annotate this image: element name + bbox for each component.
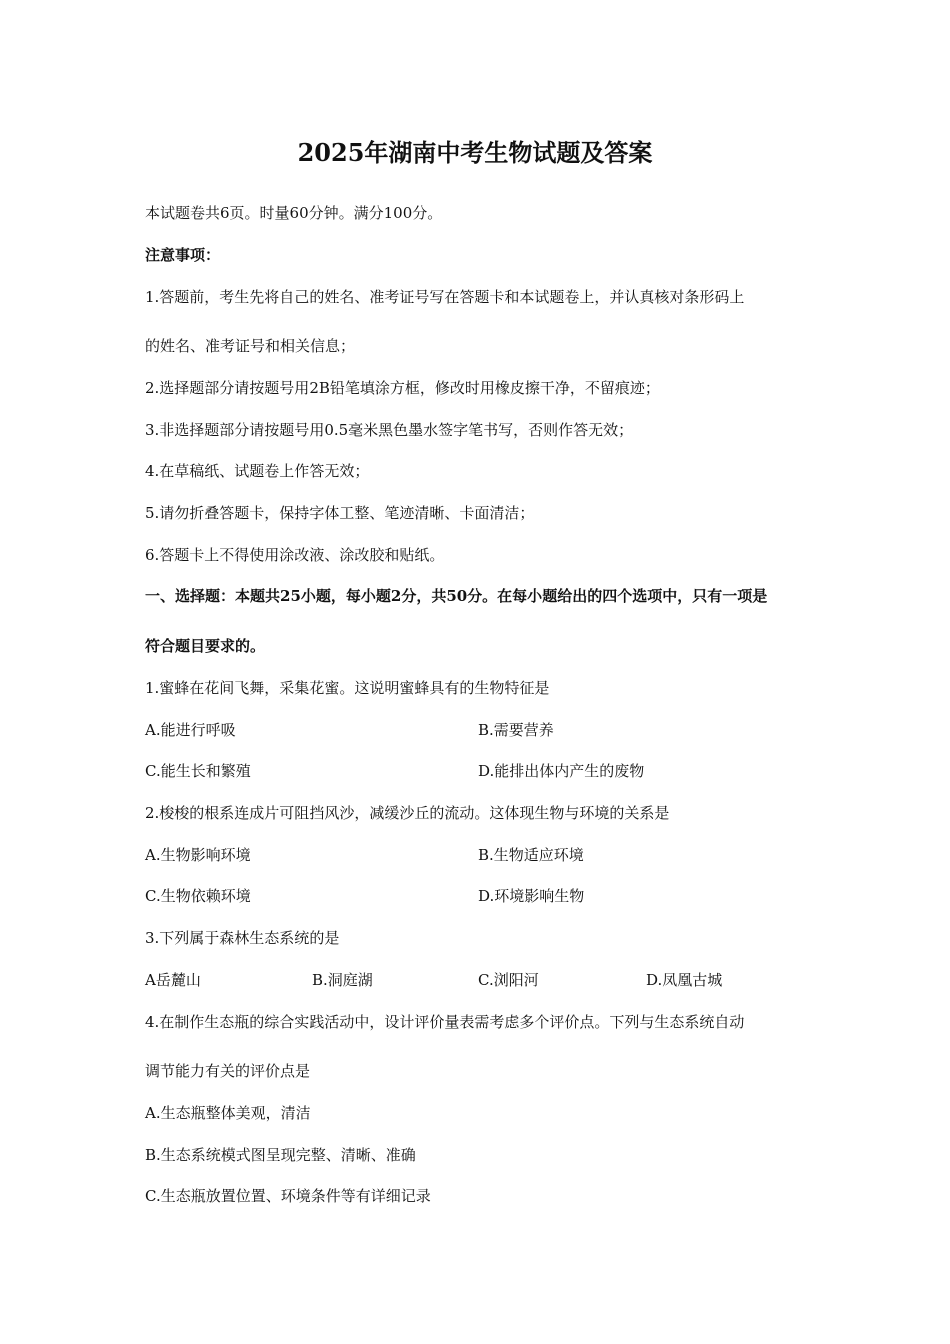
notice-item: 4.在草稿纸、试题卷上作答无效； <box>145 462 370 480</box>
option-a: A.生物影响环境 <box>145 846 251 864</box>
notice-item: 的姓名、准考证号和相关信息； <box>145 337 356 355</box>
notice-item: 1.答题前，考生先将自己的姓名、准考证号写在答题卡和本试题卷上，并认真核对条形码上 <box>145 288 745 306</box>
notice-heading: 注意事项： <box>145 246 221 264</box>
question-stem-cont: 调节能力有关的评价点是 <box>145 1062 311 1080</box>
option-d: D.能排出体内产生的废物 <box>478 762 645 780</box>
exam-intro: 本试题卷共6页。时量60分钟。满分100分。 <box>145 204 443 222</box>
option-b: B.生态系统模式图呈现完整、清晰、准确 <box>145 1146 416 1164</box>
option-c: C.生物依赖环境 <box>145 887 251 905</box>
option-d: D.凤凰古城 <box>646 971 723 989</box>
option-c: C.能生长和繁殖 <box>145 762 251 780</box>
option-b: B.生物适应环境 <box>478 846 584 864</box>
option-a: A岳麓山 <box>145 971 201 989</box>
question-stem: 3.下列属于森林生态系统的是 <box>145 929 340 947</box>
question-stem: 2.梭梭的根系连成片可阻挡风沙，减缓沙丘的流动。这体现生物与环境的关系是 <box>145 804 670 822</box>
option-a: A.能进行呼吸 <box>145 721 236 739</box>
notice-item: 3.非选择题部分请按题号用0.5毫米黑色墨水签字笔书写，否则作答无效； <box>145 421 634 439</box>
option-a: A.生态瓶整体美观，清洁 <box>145 1104 311 1122</box>
option-c: C.浏阳河 <box>478 971 539 989</box>
option-b: B.洞庭湖 <box>312 971 373 989</box>
question-stem: 4.在制作生态瓶的综合实践活动中，设计评价量表需考虑多个评价点。下列与生态系统自动 <box>145 1013 745 1031</box>
option-d: D.环境影响生物 <box>478 887 585 905</box>
page-title: 2025年湖南中考生物试题及答案 <box>297 138 653 167</box>
question-stem: 1.蜜蜂在花间飞舞，采集花蜜。这说明蜜蜂具有的生物特征是 <box>145 679 550 697</box>
option-c: C.生态瓶放置位置、环境条件等有详细记录 <box>145 1187 431 1205</box>
option-b: B.需要营养 <box>478 721 554 739</box>
section-heading: 一、选择题：本题共25小题，每小题2分，共50分。在每小题给出的四个选项中，只有一项是 <box>145 587 768 605</box>
notice-item: 5.请勿折叠答题卡，保持字体工整、笔迹清晰、卡面清洁； <box>145 504 535 522</box>
section-heading-cont: 符合题目要求的。 <box>145 637 266 655</box>
notice-item: 2.选择题部分请按题号用2B铅笔填涂方框，修改时用橡皮擦干净，不留痕迹； <box>145 379 660 397</box>
notice-item: 6.答题卡上不得使用涂改液、涂改胶和贴纸。 <box>145 546 445 564</box>
